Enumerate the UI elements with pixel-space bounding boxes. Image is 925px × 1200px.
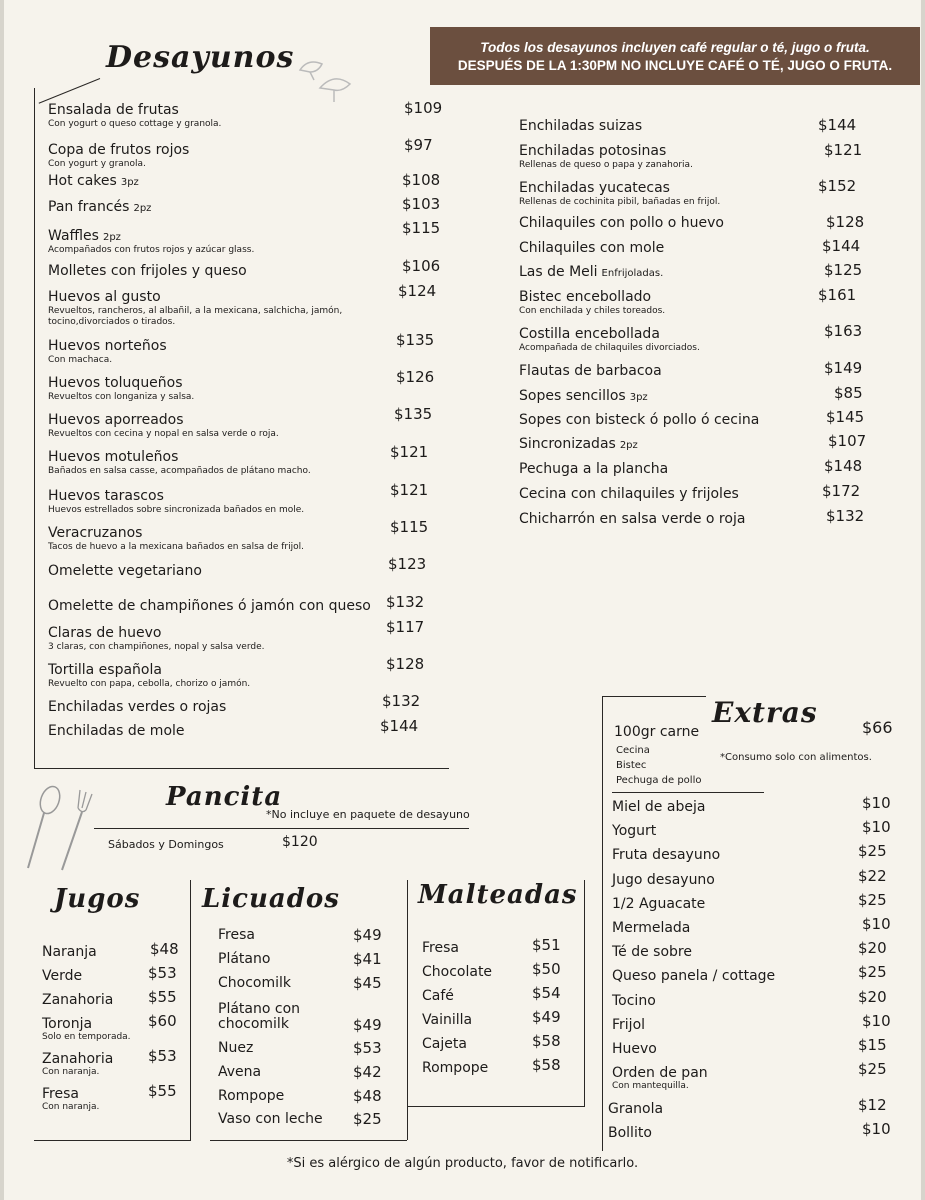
menu-item-name-text: Huevos norteños xyxy=(48,338,167,354)
menu-item-desc: 3 claras, con champiñones, nopal y salsa verde. xyxy=(48,642,265,652)
menu-item-name xyxy=(519,143,666,159)
menu-item-name-text: Pan francés xyxy=(48,199,130,215)
menu-item-price: $109 xyxy=(404,99,443,117)
menu-item-qty: 2pz xyxy=(619,440,638,451)
menu-item-desc: Con yogurt y granola. xyxy=(48,159,146,169)
juice-name: Verde xyxy=(42,968,83,984)
licuado-item xyxy=(218,952,270,967)
menu-item-name xyxy=(519,388,648,404)
menu-item-name-text: Enchiladas yucatecas xyxy=(519,180,670,196)
menu-item-price: $126 xyxy=(396,368,435,386)
menu-item-desc: Con enchilada y chiles toreados. xyxy=(519,306,666,316)
extras-carne-name: 100gr carne xyxy=(614,724,700,740)
extras-carne-option-2: Bistec xyxy=(616,760,647,771)
menu-item-price: $124 xyxy=(398,282,437,300)
extra-price: $25 xyxy=(858,963,887,981)
menu-item-desc: Tacos de huevo a la mexicana bañados en salsa de frijol. xyxy=(48,542,304,552)
menu-item-name-text: Las de Meli xyxy=(519,264,598,280)
licuado-price: $42 xyxy=(353,1063,382,1081)
extras-carne-option-3: Pechuga de pollo xyxy=(616,775,702,786)
menu-item-name xyxy=(48,488,164,504)
menu-item-price: $135 xyxy=(396,331,435,349)
juice-name: Naranja xyxy=(42,944,97,960)
menu-item-price: $97 xyxy=(404,136,433,154)
pancita-price: $120 xyxy=(282,834,318,850)
spoon-fork-icon xyxy=(22,784,102,874)
menu-item-name-text: Sopes con bisteck ó pollo ó cecina xyxy=(519,412,760,428)
menu-item xyxy=(48,102,388,136)
extra-price: $10 xyxy=(862,818,891,836)
menu-item-desc: Huevos estrellados sobre sincronizada bañados en mole. xyxy=(48,505,305,515)
menu-item-price: $125 xyxy=(824,261,863,279)
menu-item xyxy=(48,228,388,262)
menu-item-name-text: Enchiladas potosinas xyxy=(519,143,667,159)
menu-item-name xyxy=(519,326,660,342)
menu-item-name-text: Enchiladas de mole xyxy=(48,723,185,739)
menu-item-price: $121 xyxy=(390,443,429,461)
extra-name: Frijol xyxy=(612,1017,646,1033)
malteada-price: $58 xyxy=(532,1032,561,1050)
menu-item-name xyxy=(519,363,662,379)
juice-item xyxy=(42,944,97,960)
licuados-bottom-border xyxy=(210,1140,407,1141)
extras-title: Extras xyxy=(712,696,818,729)
menu-item-name xyxy=(519,240,664,256)
menu-item-desc: Bañados en salsa casse, acompañados de plátano macho. xyxy=(48,466,311,476)
menu-item-name-text: Huevos tarascos xyxy=(48,488,164,504)
menu-item-qty: 2pz xyxy=(133,203,152,214)
menu-item xyxy=(519,289,819,323)
menu-item-desc: Revueltos con longaniza y salsa. xyxy=(48,392,195,402)
menu-item-desc: Acompañada de chilaquiles divorciados. xyxy=(519,343,700,353)
extra-price: $20 xyxy=(858,939,887,957)
menu-item-price: $144 xyxy=(818,116,857,134)
menu-item-name-text: Cecina con chilaquiles y frijoles xyxy=(519,486,739,502)
menu-item-name xyxy=(48,102,179,118)
licuado-price: $49 xyxy=(353,926,382,944)
juice-item xyxy=(42,1051,113,1077)
menu-item-name xyxy=(48,598,371,614)
extra-item xyxy=(612,921,690,936)
malteada-price: $49 xyxy=(532,1008,561,1026)
allergy-footer: *Si es alérgico de algún producto, favor de notificarlo. xyxy=(286,1156,639,1171)
extra-name: Bollito xyxy=(608,1125,652,1141)
juice-name: Zanahoria xyxy=(42,1051,114,1067)
menu-item-price: $115 xyxy=(390,518,429,536)
menu-item-price: $161 xyxy=(818,286,857,304)
menu-item-name xyxy=(48,375,183,391)
extras-divider xyxy=(612,792,764,793)
menu-item-name-text: Huevos toluqueños xyxy=(48,375,183,391)
menu-item-name xyxy=(519,118,642,134)
menu-item-price: $172 xyxy=(822,482,861,500)
menu-item-name-text: Enchiladas verdes o rojas xyxy=(48,699,227,715)
licuado-name: Rompope xyxy=(218,1088,285,1104)
extra-price: $10 xyxy=(862,794,891,812)
menu-item-price: $123 xyxy=(388,555,427,573)
menu-item xyxy=(48,412,388,446)
menu-item-name xyxy=(48,449,178,465)
juice-desc: Con naranja. xyxy=(42,1067,100,1077)
extra-price: $10 xyxy=(862,1012,891,1030)
extra-desc: Con mantequilla. xyxy=(612,1081,689,1091)
menu-item-name xyxy=(519,289,651,305)
menu-item-desc: Con machaca. xyxy=(48,355,113,365)
extra-item xyxy=(612,1042,657,1057)
menu-item-price: $152 xyxy=(818,177,857,195)
extra-price: $10 xyxy=(862,915,891,933)
menu-item-price: $106 xyxy=(402,257,441,275)
malteada-name: Café xyxy=(422,988,454,1004)
juice-name: Zanahoria xyxy=(42,992,114,1008)
menu-item-price: $132 xyxy=(386,593,425,611)
licuados-right-border xyxy=(407,880,408,1140)
licuado-name: Fresa xyxy=(218,927,255,943)
menu-item-price: $148 xyxy=(824,457,863,475)
menu-item-name xyxy=(48,173,139,189)
extras-carne-price: $66 xyxy=(862,718,893,737)
extra-name: Tocino xyxy=(612,993,656,1009)
licuados-title: Licuados xyxy=(202,884,340,914)
extra-item xyxy=(612,800,705,815)
extra-name: Orden de pan xyxy=(612,1065,708,1081)
menu-item-name-text: Tortilla española xyxy=(48,662,162,678)
licuado-item xyxy=(218,928,255,943)
menu-item xyxy=(48,338,388,372)
extra-name: Granola xyxy=(608,1101,664,1117)
malteadas-title: Malteadas xyxy=(418,880,578,910)
menu-item-name-text: Huevos aporreados xyxy=(48,412,184,428)
menu-item-name-text: Molletes con frijoles y queso xyxy=(48,263,247,279)
menu-item-qty: 3pz xyxy=(629,392,648,403)
malteada-name: Fresa xyxy=(422,940,459,956)
extra-price: $10 xyxy=(862,1120,891,1138)
menu-item-price: $132 xyxy=(826,507,865,525)
licuado-price: $53 xyxy=(353,1039,382,1057)
menu-item-name-text: Huevos motuleños xyxy=(48,449,179,465)
licuado-item xyxy=(218,1041,253,1056)
menu-item-desc: Revueltos, rancheros, al albañil, a la mexicana, salchicha, jamón, xyxy=(48,306,343,316)
jugos-title: Jugos xyxy=(54,884,141,914)
menu-item xyxy=(48,525,388,559)
banner-line-1: Todos los desayunos incluyen café regular o té, jugo o fruta. xyxy=(480,40,870,55)
menu-item-name xyxy=(48,142,189,158)
menu-item-name xyxy=(48,525,142,541)
menu-item-price: $135 xyxy=(394,405,433,423)
licuado-name: Vaso con leche xyxy=(218,1111,323,1127)
licuado-name: Nuez xyxy=(218,1040,254,1056)
menu-item-name xyxy=(519,486,739,502)
menu-item-name-text: Pechuga a la plancha xyxy=(519,461,669,477)
menu-item xyxy=(519,180,819,214)
extra-item xyxy=(608,1126,652,1141)
menu-item-desc: Acompañados con frutos rojos y azúcar glass. xyxy=(48,245,255,255)
extra-price: $20 xyxy=(858,988,887,1006)
extra-item xyxy=(612,848,720,863)
menu-item xyxy=(48,662,388,696)
menu-item-price: $163 xyxy=(824,322,863,340)
extra-price: $12 xyxy=(858,1096,887,1114)
extra-name: Fruta desayuno xyxy=(612,847,721,863)
menu-item-name xyxy=(519,180,670,196)
menu-item-price: $108 xyxy=(402,171,441,189)
menu-item-qty: 3pz xyxy=(120,177,139,188)
extra-item xyxy=(612,873,715,888)
menu-item-price: $121 xyxy=(390,481,429,499)
extra-item xyxy=(612,1018,645,1033)
extra-name: 1/2 Aguacate xyxy=(612,896,706,912)
menu-item-name xyxy=(48,289,161,305)
menu-item-desc: Rellenas de queso o papa y zanahoria. xyxy=(519,160,693,170)
menu-item-name-text: Chilaquiles con mole xyxy=(519,240,665,256)
menu-item xyxy=(48,449,388,483)
mushroom-icon xyxy=(296,56,356,106)
juice-price: $55 xyxy=(148,1082,177,1100)
extra-name: Jugo desayuno xyxy=(612,872,715,888)
pancita-days: Sábados y Domingos xyxy=(108,838,224,851)
menu-item-name-text: Flautas de barbacoa xyxy=(519,363,662,379)
juice-name: Fresa xyxy=(42,1086,79,1102)
menu-item-price: $103 xyxy=(402,195,441,213)
extra-price: $22 xyxy=(858,867,887,885)
juice-price: $55 xyxy=(148,988,177,1006)
pancita-title: Pancita xyxy=(166,782,283,812)
menu-item-name-text: Omelette de champiñones ó jamón con queso xyxy=(48,598,371,614)
menu-item-price: $149 xyxy=(824,359,863,377)
juice-price: $60 xyxy=(148,1012,177,1030)
extra-item xyxy=(612,969,775,984)
menu-item-price: $132 xyxy=(382,692,421,710)
menu-item-desc-2: tocino,divorciados o tirados. xyxy=(48,317,176,327)
desayunos-title: Desayunos xyxy=(106,40,295,75)
menu-item-price: $115 xyxy=(402,219,441,237)
extra-item xyxy=(612,897,705,912)
menu-item-name-text: Chilaquiles con pollo o huevo xyxy=(519,215,724,231)
juice-item xyxy=(42,992,113,1008)
menu-item-name-text: Bistec encebollado xyxy=(519,289,652,305)
licuado-item xyxy=(218,1065,261,1080)
extra-item xyxy=(608,1102,663,1117)
menu-item-name xyxy=(48,412,184,428)
malteada-name: Cajeta xyxy=(422,1036,467,1052)
menu-item-name xyxy=(519,412,759,428)
malteada-name: Rompope xyxy=(422,1060,489,1076)
extra-price: $15 xyxy=(858,1036,887,1054)
menu-item-qty: Enfrijoladas. xyxy=(601,268,664,279)
menu-item-qty: 2pz xyxy=(102,232,121,243)
menu-item-name xyxy=(48,662,162,678)
menu-item-name-text: Costilla encebollada xyxy=(519,326,660,342)
extra-item xyxy=(612,824,656,839)
menu-item-name xyxy=(519,511,745,527)
menu-item xyxy=(519,143,819,177)
extra-item xyxy=(612,1066,708,1091)
menu-item-name-text: Chicharrón en salsa verde o roja xyxy=(519,511,746,527)
extras-consumo-note: *Consumo solo con alimentos. xyxy=(720,752,872,763)
licuado-name: Plátano xyxy=(218,951,271,967)
jugos-bottom-border xyxy=(34,1140,191,1141)
juice-desc: Con naranja. xyxy=(42,1102,100,1112)
menu-item-name xyxy=(519,436,638,452)
juice-item xyxy=(42,968,82,984)
menu-item-name-text: Waffles xyxy=(48,228,99,244)
extra-price: $25 xyxy=(858,1060,887,1078)
menu-item-desc: Revueltos con cecina y nopal en salsa verde o roja. xyxy=(48,429,279,439)
pancita-note: *No incluye en paquete de desayuno xyxy=(266,808,470,821)
menu-item-name xyxy=(48,699,226,715)
extra-price: $25 xyxy=(858,891,887,909)
extra-name: Queso panela / cottage xyxy=(612,968,776,984)
juice-item xyxy=(42,1086,99,1112)
jugos-right-border xyxy=(190,880,191,1140)
menu-item xyxy=(48,563,388,597)
menu-item-name xyxy=(48,199,151,215)
juice-item xyxy=(42,1016,131,1042)
menu-item-name xyxy=(48,625,161,641)
menu-item-name xyxy=(48,563,202,579)
juice-price: $53 xyxy=(148,1047,177,1065)
menu-item xyxy=(519,326,819,360)
menu-item-price: $144 xyxy=(380,717,419,735)
licuado-name: Plátano con xyxy=(218,1001,301,1017)
menu-item-name-text: Ensalada de frutas xyxy=(48,102,179,118)
menu-item-name-text: Copa de frutos rojos xyxy=(48,142,190,158)
menu-item xyxy=(48,375,388,409)
licuado-name: Avena xyxy=(218,1064,262,1080)
licuado-name: Chocomilk xyxy=(218,975,292,991)
juice-desc: Solo en temporada. xyxy=(42,1032,131,1042)
licuado-price: $45 xyxy=(353,974,382,992)
extra-name: Huevo xyxy=(612,1041,657,1057)
extra-name: Miel de abeja xyxy=(612,799,706,815)
extra-price: $25 xyxy=(858,842,887,860)
menu-item xyxy=(48,142,388,176)
extras-top-border xyxy=(602,696,706,697)
malteada-price: $54 xyxy=(532,984,561,1002)
menu-item-name-text: Enchiladas suizas xyxy=(519,118,643,134)
pancita-divider xyxy=(94,828,469,829)
extra-name: Té de sobre xyxy=(612,944,692,960)
menu-item-price: $128 xyxy=(826,213,865,231)
menu-item-name-text: Sincronizadas xyxy=(519,436,616,452)
extras-left-border xyxy=(602,696,603,1151)
malteada-price: $51 xyxy=(532,936,561,954)
licuado-item xyxy=(218,976,291,991)
licuado-price: $25 xyxy=(353,1110,382,1128)
extra-name: Yogurt xyxy=(612,823,657,839)
menu-item-name xyxy=(519,215,724,231)
extras-carne-option-1: Cecina xyxy=(616,745,650,756)
menu-item xyxy=(48,723,388,757)
menu-item-name-text: Sopes sencillos xyxy=(519,388,626,404)
malteada-name: Chocolate xyxy=(422,964,493,980)
malteadas-bottom-border xyxy=(408,1106,585,1107)
malteada-name: Vainilla xyxy=(422,1012,473,1028)
menu-item xyxy=(519,511,819,545)
banner-line-2: DESPUÉS DE LA 1:30PM NO INCLUYE CAFÉ O TÉ, JUGO O FRUTA. xyxy=(457,58,893,73)
licuado-price: $49 xyxy=(353,1016,382,1034)
menu-item-desc: Con yogurt o queso cottage y granola. xyxy=(48,119,222,129)
extra-name: Mermelada xyxy=(612,920,691,936)
menu-item-price: $145 xyxy=(826,408,865,426)
menu-item-name xyxy=(519,264,663,280)
menu-item-price: $85 xyxy=(834,384,863,402)
desayunos-bottom-border xyxy=(34,768,449,769)
malteada-price: $50 xyxy=(532,960,561,978)
menu-item xyxy=(48,625,388,659)
juice-price: $48 xyxy=(150,940,179,958)
breakfast-banner xyxy=(430,27,920,85)
licuado-item xyxy=(218,1089,284,1104)
menu-item-name-text: Huevos al gusto xyxy=(48,289,161,305)
licuado-item xyxy=(218,1112,323,1127)
juice-name: Toronja xyxy=(42,1016,93,1032)
menu-item-name-text: Veracruzanos xyxy=(48,525,143,541)
desayunos-left-border xyxy=(34,88,35,768)
licuado-price: $41 xyxy=(353,950,382,968)
juice-price: $53 xyxy=(148,964,177,982)
menu-item-desc: Rellenas de cochinita pibil, bañadas en frijol. xyxy=(519,197,721,207)
menu-item-name xyxy=(519,461,668,477)
menu-item-price: $144 xyxy=(822,237,861,255)
menu-item-name xyxy=(48,228,121,244)
menu-item-name-text: Hot cakes xyxy=(48,173,117,189)
extra-item xyxy=(612,945,692,960)
malteada-price: $58 xyxy=(532,1056,561,1074)
menu-item-name xyxy=(48,263,247,279)
menu-item-name-text: Claras de huevo xyxy=(48,625,162,641)
menu-item-price: $117 xyxy=(386,618,425,636)
menu-item xyxy=(48,488,388,522)
menu-item-desc: Revuelto con papa, cebolla, chorizo o jamón. xyxy=(48,679,251,689)
menu-item-price: $121 xyxy=(824,141,863,159)
licuado-name-line-2: chocomilk xyxy=(218,1016,289,1032)
malteadas-right-border xyxy=(584,880,585,1106)
licuado-item xyxy=(218,1002,300,1032)
extra-item xyxy=(612,994,656,1009)
menu-item xyxy=(48,289,388,327)
menu-item-name-text: Omelette vegetariano xyxy=(48,563,202,579)
menu-item-price: $128 xyxy=(386,655,425,673)
menu-item-name xyxy=(48,723,185,739)
licuado-price: $48 xyxy=(353,1087,382,1105)
menu-item-price: $107 xyxy=(828,432,867,450)
menu-item-name xyxy=(48,338,167,354)
